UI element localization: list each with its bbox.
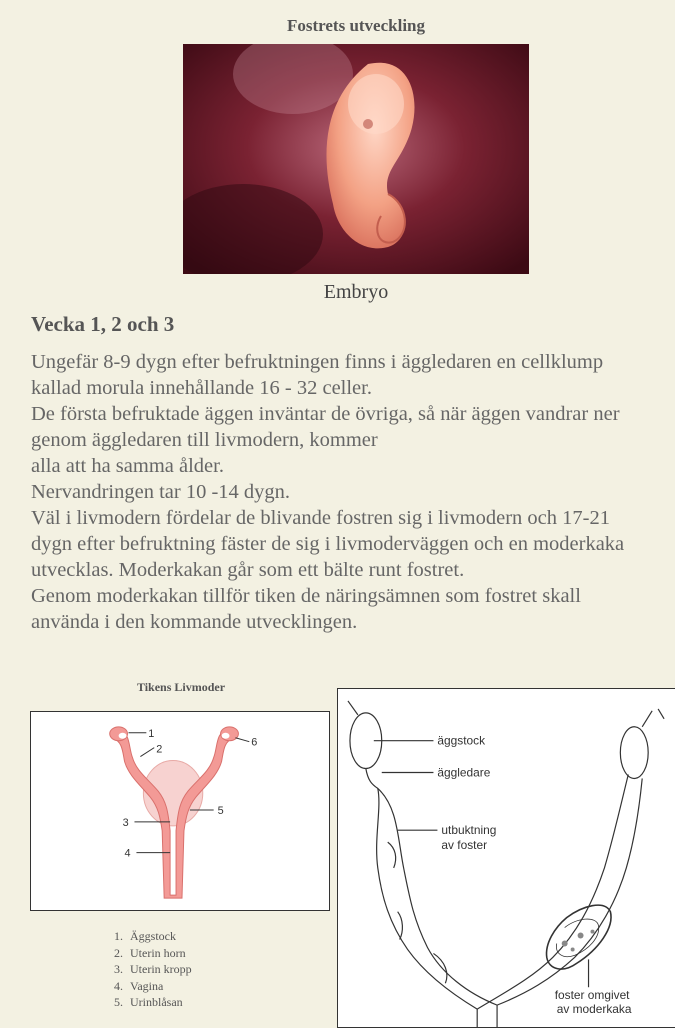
body-line: Väl i livmodern fördelar de blivande fostren sig i livmodern och 17-21 [31, 507, 610, 529]
body-line: Ungefär 8-9 dygn efter befruktningen finns i äggledaren en cellklump [31, 351, 604, 373]
body-line: Genom moderkakan tillför tiken de näringsämnen som fostret skall [31, 585, 581, 607]
legend-item: 4. Vagina [114, 978, 164, 993]
marker-6: 6 [251, 736, 258, 749]
label-aggstock: äggstock [437, 733, 486, 748]
figure1-legend [110, 928, 192, 1011]
body-line: kallad morula innehållande 16 - 32 celler. [31, 377, 372, 399]
legend-item: 1. Äggstock [114, 929, 176, 943]
page-title: Fostrets utveckling [286, 16, 426, 35]
photo-caption: Embryo [323, 281, 389, 303]
label-aggledare: äggledare [437, 765, 491, 780]
body-line: använda i den kommande utvecklingen. [31, 611, 358, 633]
label-av-foster: av foster [441, 838, 488, 853]
body-line: Nervandringen tar 10 -14 dygn. [31, 481, 291, 503]
uterus-diagram [30, 711, 330, 911]
body-line: De första befruktade äggen inväntar de övriga, så när äggen vandrar ner [31, 403, 620, 425]
marker-2: 2 [156, 743, 163, 756]
body-text [31, 349, 675, 635]
section-heading: Vecka 1, 2 och 3 [31, 312, 175, 336]
body-line: dygn efter befruktning fäster de sig i livmoderväggen och en moderkaka [31, 533, 625, 555]
body-line: utvecklas. Moderkakan går som ett bälte runt fostret. [31, 559, 465, 581]
pregnant-uterus-diagram [337, 688, 675, 1028]
legend-item: 2. Uterin horn [114, 945, 186, 960]
label-foster-omgivet: foster omgivet [554, 988, 630, 1003]
legend-item: 5. Urinblåsan [114, 995, 183, 1009]
body-line: alla att ha samma ålder. [31, 455, 224, 477]
label-av-moderkaka: av moderkaka [556, 1002, 632, 1017]
body-line: genom äggledaren till livmodern, kommer [31, 429, 378, 451]
marker-3: 3 [122, 816, 129, 829]
embryo-photo [183, 44, 529, 274]
marker-4: 4 [124, 847, 131, 860]
marker-5: 5 [217, 804, 224, 817]
legend-item: 3. Uterin kropp [114, 962, 192, 976]
marker-1: 1 [148, 727, 155, 740]
label-utbuktning: utbuktning [441, 823, 497, 838]
figure1-title: Tikens Livmoder [136, 680, 226, 694]
